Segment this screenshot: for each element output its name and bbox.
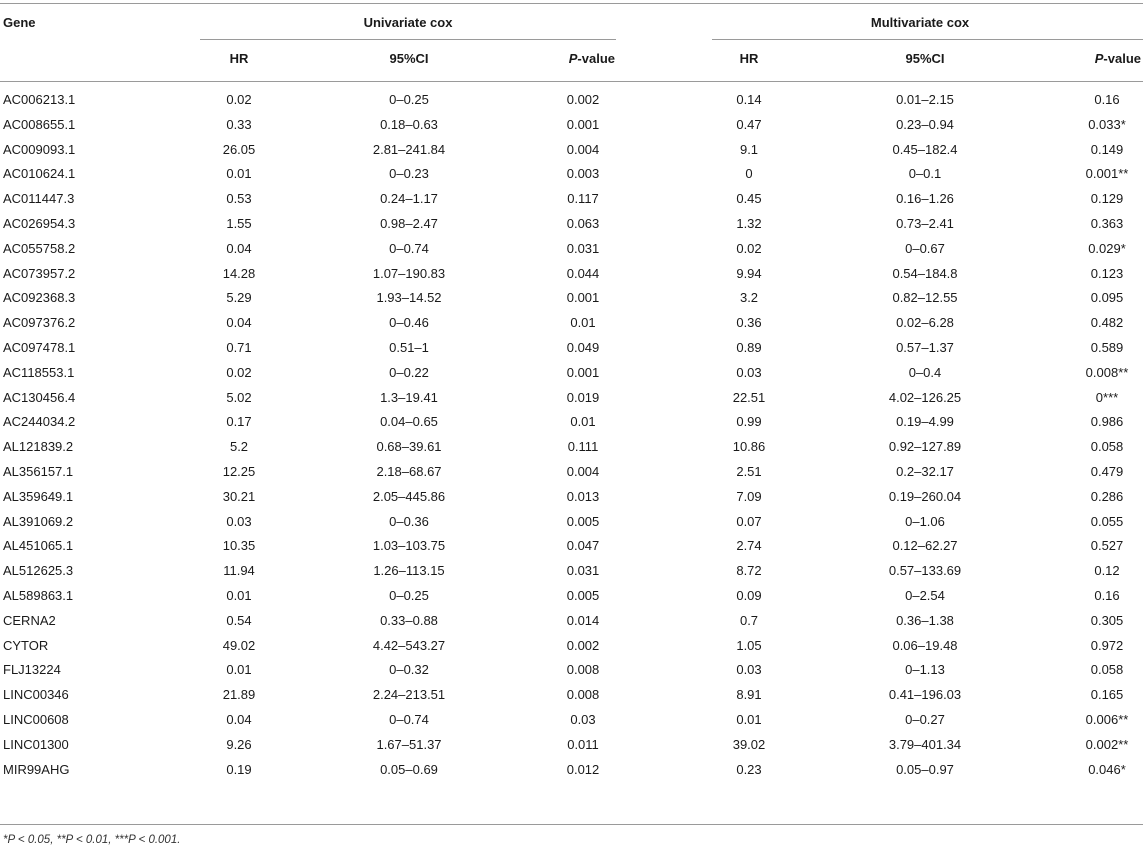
- uni-ci-cell: 0.68–39.61: [376, 439, 442, 454]
- multi-p-cell: 0.058: [1090, 662, 1124, 677]
- multi-hr-cell: 9.94: [736, 266, 762, 281]
- multi-p-cell: 0.363: [1090, 216, 1124, 231]
- gene-cell: CERNA2: [3, 613, 56, 628]
- gene-cell: AC097478.1: [3, 340, 76, 355]
- multi-ci-cell: 4.02–126.25: [888, 390, 962, 405]
- uni-hr-cell: 5.2: [229, 439, 249, 454]
- multi-ci-cell: 3.79–401.34: [888, 737, 962, 752]
- multi-p-cell: 0.482: [1090, 315, 1124, 330]
- multi-ci-cell: 0–0.4: [908, 365, 942, 380]
- multi-hr-cell: 0.09: [736, 588, 762, 603]
- gene-cell: AC010624.1: [3, 166, 76, 181]
- multi-ci-cell: 0.41–196.03: [888, 687, 962, 702]
- gene-cell: AL451065.1: [3, 538, 74, 553]
- gene-cell: AL589863.1: [3, 588, 74, 603]
- multi-ci-cell: 0.82–12.55: [892, 290, 958, 305]
- uni-hr-cell: 0.71: [226, 340, 252, 355]
- header-bottom-rule: [0, 81, 1143, 82]
- uni-ci-cell: 0–0.36: [389, 514, 429, 529]
- multi-ci-cell: 0.73–2.41: [896, 216, 954, 231]
- multi-hr-cell: 0.02: [736, 241, 762, 256]
- multi-p-cell: 0***: [1095, 390, 1119, 405]
- uni-hr-cell: 0.01: [226, 166, 252, 181]
- multi-hr-cell: 0.07: [736, 514, 762, 529]
- uni-ci-cell: 1.93–14.52: [376, 290, 442, 305]
- uni-hr-cell: 0.17: [226, 414, 252, 429]
- uni-ci-cell: 0–0.74: [389, 241, 429, 256]
- multi-hr-cell: 0.03: [736, 365, 762, 380]
- multi-hr-cell: 1.05: [736, 638, 762, 653]
- multi-hr-cell: 8.91: [736, 687, 762, 702]
- multi-ci-cell: 0–0.1: [908, 166, 942, 181]
- gene-cell: LINC00346: [3, 687, 69, 702]
- uni-p-cell: 0.011: [567, 737, 599, 752]
- uni-p-cell: 0.005: [566, 514, 600, 529]
- multi-hr-cell: 0.89: [736, 340, 762, 355]
- multi-ci-cell: 0–0.27: [905, 712, 945, 727]
- multi-ci-cell: 0.2–32.17: [896, 464, 954, 479]
- uni-hr-cell: 30.21: [222, 489, 256, 504]
- uni-hr-cell: 0.19: [226, 762, 252, 777]
- gene-cell: AC118553.1: [3, 365, 75, 380]
- uni-hr-cell: 5.02: [226, 390, 252, 405]
- uni-ci-cell: 1.03–103.75: [372, 538, 446, 553]
- gene-cell: LINC01300: [3, 737, 69, 752]
- gene-cell: AC009093.1: [3, 142, 76, 157]
- uni-hr-cell: 0.03: [226, 514, 252, 529]
- uni-p-cell: 0.063: [566, 216, 600, 231]
- multi-ci-cell: 0.19–260.04: [888, 489, 962, 504]
- multi-ci-cell: 0.57–133.69: [888, 563, 962, 578]
- multi-hr-cell: 0.45: [736, 191, 762, 206]
- uni-p-cell: 0.008: [566, 687, 600, 702]
- uni-p-cell: 0.003: [566, 166, 600, 181]
- uni-ci-cell: 1.07–190.83: [372, 266, 446, 281]
- multi-p-cell: 0.16: [1094, 588, 1120, 603]
- multi-p-cell: 0.006**: [1085, 712, 1129, 727]
- table-bottom-rule: [0, 824, 1143, 825]
- multi-p-cell: 0.033*: [1088, 117, 1126, 132]
- multi-p-cell: 0.479: [1090, 464, 1124, 479]
- uni-hr-cell: 0.02: [226, 365, 252, 380]
- gene-cell: AC055758.2: [3, 241, 76, 256]
- uni-p-cell: 0.049: [566, 340, 600, 355]
- uni-hr-cell: 0.04: [226, 315, 252, 330]
- multi-hr-cell: 1.32: [736, 216, 762, 231]
- uni-p-cell: 0.001: [566, 117, 600, 132]
- uni-hr-cell: 14.28: [222, 266, 256, 281]
- uni-ci-cell: 2.81–241.84: [372, 142, 446, 157]
- uni-hr-cell: 5.29: [226, 290, 252, 305]
- uni-p-cell: 0.013: [566, 489, 600, 504]
- multi-ci-cell: 0.36–1.38: [896, 613, 954, 628]
- gene-cell: AC130456.4: [3, 390, 76, 405]
- uni-p-cell: 0.004: [566, 142, 600, 157]
- gene-cell: AL121839.2: [3, 439, 74, 454]
- uni-hr-cell: 0.54: [226, 613, 252, 628]
- multi-hr-cell: 9.1: [739, 142, 759, 157]
- table-footnote: *P < 0.05, **P < 0.01, ***P < 0.001.: [3, 834, 181, 846]
- gene-cell: AC244034.2: [3, 414, 76, 429]
- uni-p-cell: 0.031: [566, 241, 600, 256]
- gene-cell: LINC00608: [3, 712, 69, 727]
- uni-p-cell: 0.001: [566, 365, 600, 380]
- multi-ci-cell: 0.45–182.4: [892, 142, 958, 157]
- uni-hr-header: HR: [229, 51, 249, 66]
- uni-p-cell: 0.014: [566, 613, 600, 628]
- uni-p-cell: 0.047: [566, 538, 600, 553]
- multi-p-header: P-value: [1094, 51, 1141, 66]
- multi-ci-header: 95%CI: [905, 51, 945, 66]
- uni-p-cell: 0.002: [566, 638, 600, 653]
- uni-hr-cell: 49.02: [222, 638, 256, 653]
- multi-ci-cell: 0.23–0.94: [896, 117, 954, 132]
- multi-hr-cell: 0: [745, 166, 753, 181]
- multi-ci-cell: 0–1.06: [905, 514, 945, 529]
- multi-hr-cell: 0.36: [736, 315, 762, 330]
- gene-cell: AL356157.1: [3, 464, 74, 479]
- uni-hr-cell: 12.25: [222, 464, 256, 479]
- multi-hr-cell: 3.2: [739, 290, 759, 305]
- gene-cell: AC092368.3: [3, 290, 76, 305]
- uni-hr-cell: 0.01: [226, 662, 252, 677]
- table-top-rule: [0, 3, 1143, 4]
- multi-hr-cell: 0.14: [736, 92, 762, 107]
- multi-hr-cell: 2.74: [736, 538, 762, 553]
- uni-hr-cell: 0.04: [226, 241, 252, 256]
- uni-p-cell: 0.019: [566, 390, 600, 405]
- uni-p-cell: 0.03: [570, 712, 596, 727]
- gene-cell: AC011447.3: [3, 191, 75, 206]
- uni-hr-cell: 9.26: [226, 737, 252, 752]
- uni-hr-cell: 1.55: [226, 216, 252, 231]
- uni-ci-cell: 1.3–19.41: [380, 390, 438, 405]
- uni-ci-cell: 0–0.23: [389, 166, 429, 181]
- uni-hr-cell: 0.33: [226, 117, 252, 132]
- multi-p-cell: 0.055: [1090, 514, 1124, 529]
- gene-cell: AC097376.2: [3, 315, 76, 330]
- gene-cell: FLJ13224: [3, 662, 61, 677]
- uni-ci-cell: 0–0.25: [389, 588, 429, 603]
- multi-ci-cell: 0–1.13: [905, 662, 945, 677]
- multi-p-cell: 0.095: [1090, 290, 1124, 305]
- multivariate-underline: [712, 39, 1143, 40]
- uni-ci-cell: 0–0.22: [389, 365, 429, 380]
- multi-ci-cell: 0.06–19.48: [892, 638, 958, 653]
- uni-ci-cell: 1.67–51.37: [376, 737, 442, 752]
- gene-cell: AC026954.3: [3, 216, 76, 231]
- multi-p-cell: 0.058: [1090, 439, 1124, 454]
- gene-cell: CYTOR: [3, 638, 49, 653]
- multi-hr-cell: 7.09: [736, 489, 762, 504]
- multi-ci-cell: 0.92–127.89: [888, 439, 962, 454]
- multi-p-cell: 0.16: [1094, 92, 1120, 107]
- multi-hr-cell: 0.99: [736, 414, 762, 429]
- multi-p-cell: 0.12: [1094, 563, 1120, 578]
- multi-ci-cell: 0.16–1.26: [896, 191, 954, 206]
- multi-ci-cell: 0–2.54: [905, 588, 945, 603]
- gene-cell: AL512625.3: [3, 563, 74, 578]
- gene-header: Gene: [3, 15, 36, 30]
- multi-ci-cell: 0.54–184.8: [892, 266, 958, 281]
- multi-ci-cell: 0–0.67: [905, 241, 945, 256]
- uni-hr-cell: 0.04: [226, 712, 252, 727]
- uni-ci-cell: 0.24–1.17: [380, 191, 438, 206]
- uni-p-header: P-value: [568, 51, 615, 66]
- multi-p-cell: 0.527: [1090, 538, 1124, 553]
- gene-cell: AC008655.1: [3, 117, 76, 132]
- uni-hr-cell: 10.35: [222, 538, 256, 553]
- multi-ci-cell: 0.12–62.27: [892, 538, 958, 553]
- uni-ci-cell: 0.04–0.65: [380, 414, 438, 429]
- multi-hr-cell: 0.23: [736, 762, 762, 777]
- multi-p-cell: 0.046*: [1088, 762, 1126, 777]
- uni-ci-cell: 1.26–113.15: [373, 563, 445, 578]
- gene-cell: AL391069.2: [3, 514, 74, 529]
- uni-p-cell: 0.01: [570, 414, 596, 429]
- multi-p-cell: 0.589: [1090, 340, 1124, 355]
- uni-ci-cell: 0.18–0.63: [380, 117, 438, 132]
- uni-hr-cell: 0.53: [226, 191, 252, 206]
- uni-hr-cell: 26.05: [222, 142, 256, 157]
- multi-ci-cell: 0.19–4.99: [896, 414, 954, 429]
- multi-ci-cell: 0.05–0.97: [896, 762, 954, 777]
- multi-hr-cell: 0.7: [739, 613, 759, 628]
- uni-p-cell: 0.117: [567, 191, 599, 206]
- univariate-underline: [200, 39, 616, 40]
- uni-p-cell: 0.01: [570, 315, 596, 330]
- multi-hr-cell: 39.02: [732, 737, 766, 752]
- multi-hr-cell: 2.51: [736, 464, 762, 479]
- multi-hr-cell: 8.72: [736, 563, 762, 578]
- multi-ci-cell: 0.01–2.15: [896, 92, 954, 107]
- uni-ci-header: 95%CI: [389, 51, 429, 66]
- multi-p-cell: 0.129: [1090, 191, 1124, 206]
- uni-ci-cell: 0.33–0.88: [380, 613, 438, 628]
- uni-ci-cell: 0.51–1: [389, 340, 429, 355]
- gene-cell: MIR99AHG: [3, 762, 70, 777]
- uni-p-cell: 0.005: [566, 588, 600, 603]
- uni-ci-cell: 0–0.74: [389, 712, 429, 727]
- gene-cell: AL359649.1: [3, 489, 74, 504]
- uni-ci-cell: 0–0.46: [389, 315, 429, 330]
- multi-hr-cell: 0.47: [736, 117, 762, 132]
- multi-p-cell: 0.305: [1090, 613, 1124, 628]
- multi-ci-cell: 0.57–1.37: [896, 340, 954, 355]
- uni-p-cell: 0.012: [566, 762, 600, 777]
- multi-hr-cell: 0.01: [736, 712, 762, 727]
- multi-hr-header: HR: [739, 51, 759, 66]
- multi-p-cell: 0.029*: [1088, 241, 1126, 256]
- uni-p-cell: 0.008: [566, 662, 600, 677]
- uni-p-cell: 0.001: [566, 290, 600, 305]
- uni-hr-cell: 0.01: [226, 588, 252, 603]
- uni-ci-cell: 0.98–2.47: [380, 216, 438, 231]
- multi-p-cell: 0.986: [1090, 414, 1124, 429]
- uni-ci-cell: 0–0.32: [389, 662, 429, 677]
- multi-hr-cell: 0.03: [736, 662, 762, 677]
- uni-p-cell: 0.004: [566, 464, 600, 479]
- multi-hr-cell: 10.86: [732, 439, 766, 454]
- multi-p-cell: 0.001**: [1085, 166, 1129, 181]
- uni-p-cell: 0.031: [566, 563, 600, 578]
- uni-ci-cell: 2.18–68.67: [376, 464, 442, 479]
- uni-ci-cell: 2.05–445.86: [372, 489, 446, 504]
- multi-ci-cell: 0.02–6.28: [896, 315, 954, 330]
- uni-p-cell: 0.111: [567, 439, 599, 454]
- uni-ci-cell: 0.05–0.69: [380, 762, 438, 777]
- multi-p-cell: 0.972: [1090, 638, 1124, 653]
- multi-p-cell: 0.165: [1090, 687, 1124, 702]
- multi-hr-cell: 22.51: [732, 390, 766, 405]
- multi-p-cell: 0.002**: [1085, 737, 1129, 752]
- uni-hr-cell: 21.89: [222, 687, 256, 702]
- uni-ci-cell: 4.42–543.27: [372, 638, 446, 653]
- uni-ci-cell: 2.24–213.51: [372, 687, 446, 702]
- gene-cell: AC006213.1: [3, 92, 76, 107]
- uni-ci-cell: 0–0.25: [389, 92, 429, 107]
- univariate-group-header: Univariate cox: [363, 15, 453, 30]
- uni-p-cell: 0.002: [566, 92, 600, 107]
- uni-p-cell: 0.044: [566, 266, 600, 281]
- multi-p-cell: 0.286: [1090, 489, 1124, 504]
- multi-p-cell: 0.149: [1090, 142, 1124, 157]
- multi-p-cell: 0.123: [1090, 266, 1124, 281]
- uni-hr-cell: 0.02: [226, 92, 252, 107]
- multi-p-cell: 0.008**: [1085, 365, 1129, 380]
- uni-hr-cell: 11.94: [223, 563, 255, 578]
- gene-cell: AC073957.2: [3, 266, 76, 281]
- multivariate-group-header: Multivariate cox: [870, 15, 970, 30]
